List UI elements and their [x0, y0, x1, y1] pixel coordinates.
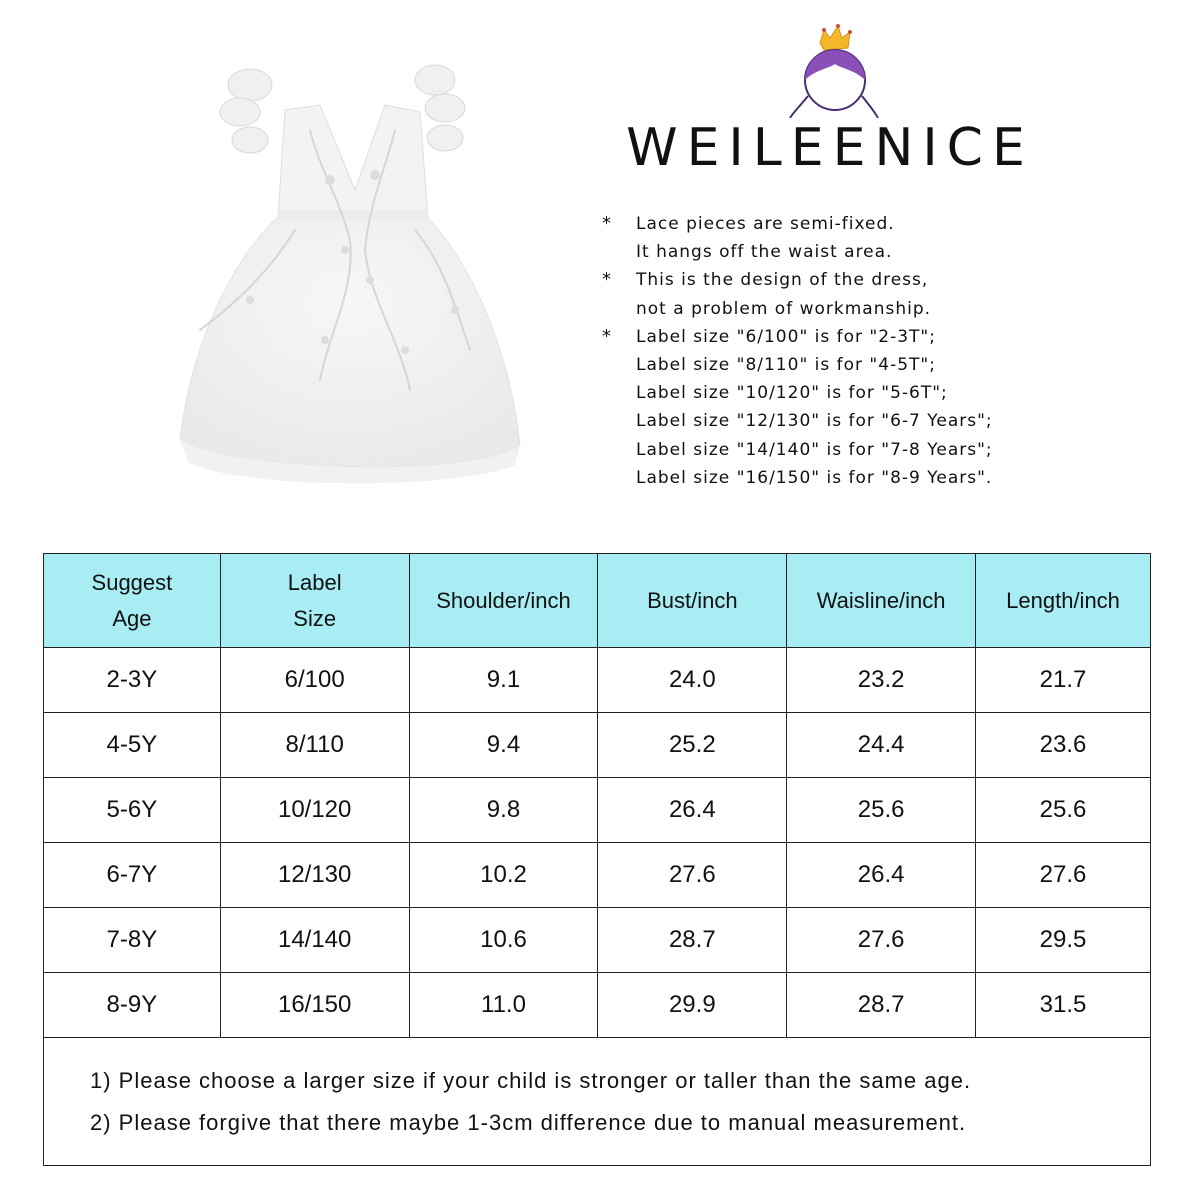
note-line: * This is the design of the dress, [600, 266, 1120, 294]
header-bust: Bust/inch [598, 554, 787, 648]
sizing-notes [44, 1038, 1151, 1166]
princess-crown-icon [780, 18, 880, 118]
sizing-note-1: 1) Please choose a larger size if your child is stronger or taller than the same age. [90, 1067, 972, 1093]
header-shoulder: Shoulder/inch [409, 554, 598, 648]
note-line: Label size "8/110" is for "4-5T"; [636, 354, 936, 375]
product-notes [600, 210, 1120, 492]
table-header-row [44, 554, 1151, 648]
note-line: not a problem of workmanship. [636, 298, 932, 319]
note-line: Label size "16/150" is for "8-9 Years". [636, 467, 993, 488]
table-row: 5-6Y 10/120 9.8 26.4 25.6 25.6 [44, 778, 1151, 843]
brand-name: WEILEENICE [626, 118, 1034, 178]
header-length: Length/inch [976, 554, 1151, 648]
sizing-note-2: 2) Please forgive that there maybe 1-3cm difference due to manual measurement. [90, 1109, 967, 1135]
bullet-star: * [602, 325, 612, 347]
brand-logo [780, 18, 880, 118]
note-line: * Label size "6/100" is for "2-3T"; [600, 323, 1120, 351]
table-row: 2-3Y 6/100 9.1 24.0 23.2 21.7 [44, 648, 1151, 713]
note-line: Label size "10/120" is for "5-6T"; [636, 383, 948, 404]
header-label-size: Label Size [220, 554, 409, 648]
size-chart-table [43, 553, 1151, 1166]
table-row: 6-7Y 12/130 10.2 27.6 26.4 27.6 [44, 843, 1151, 908]
table-row: 8-9Y 16/150 11.0 29.9 28.7 31.5 [44, 973, 1151, 1038]
bullet-star: * [602, 213, 612, 234]
bullet-star: * [602, 269, 612, 291]
product-image [170, 50, 540, 490]
header-waistline: Waisline/inch [787, 554, 976, 648]
dress-image [170, 50, 540, 490]
note-line: Label size "14/140" is for "7-8 Years"; [636, 439, 993, 460]
table-row: 4-5Y 8/110 9.4 25.2 24.4 23.6 [44, 713, 1151, 778]
header-suggest-age: Suggest Age [44, 554, 221, 648]
table-row: 7-8Y 14/140 10.6 28.7 27.6 29.5 [44, 908, 1151, 973]
note-line: It hangs off the waist area. [636, 242, 893, 263]
note-line: Label size "12/130" is for "6-7 Years"; [636, 411, 993, 432]
note-line: * Lace pieces are semi-fixed. [600, 210, 1120, 238]
table-footer-row [44, 1038, 1151, 1166]
